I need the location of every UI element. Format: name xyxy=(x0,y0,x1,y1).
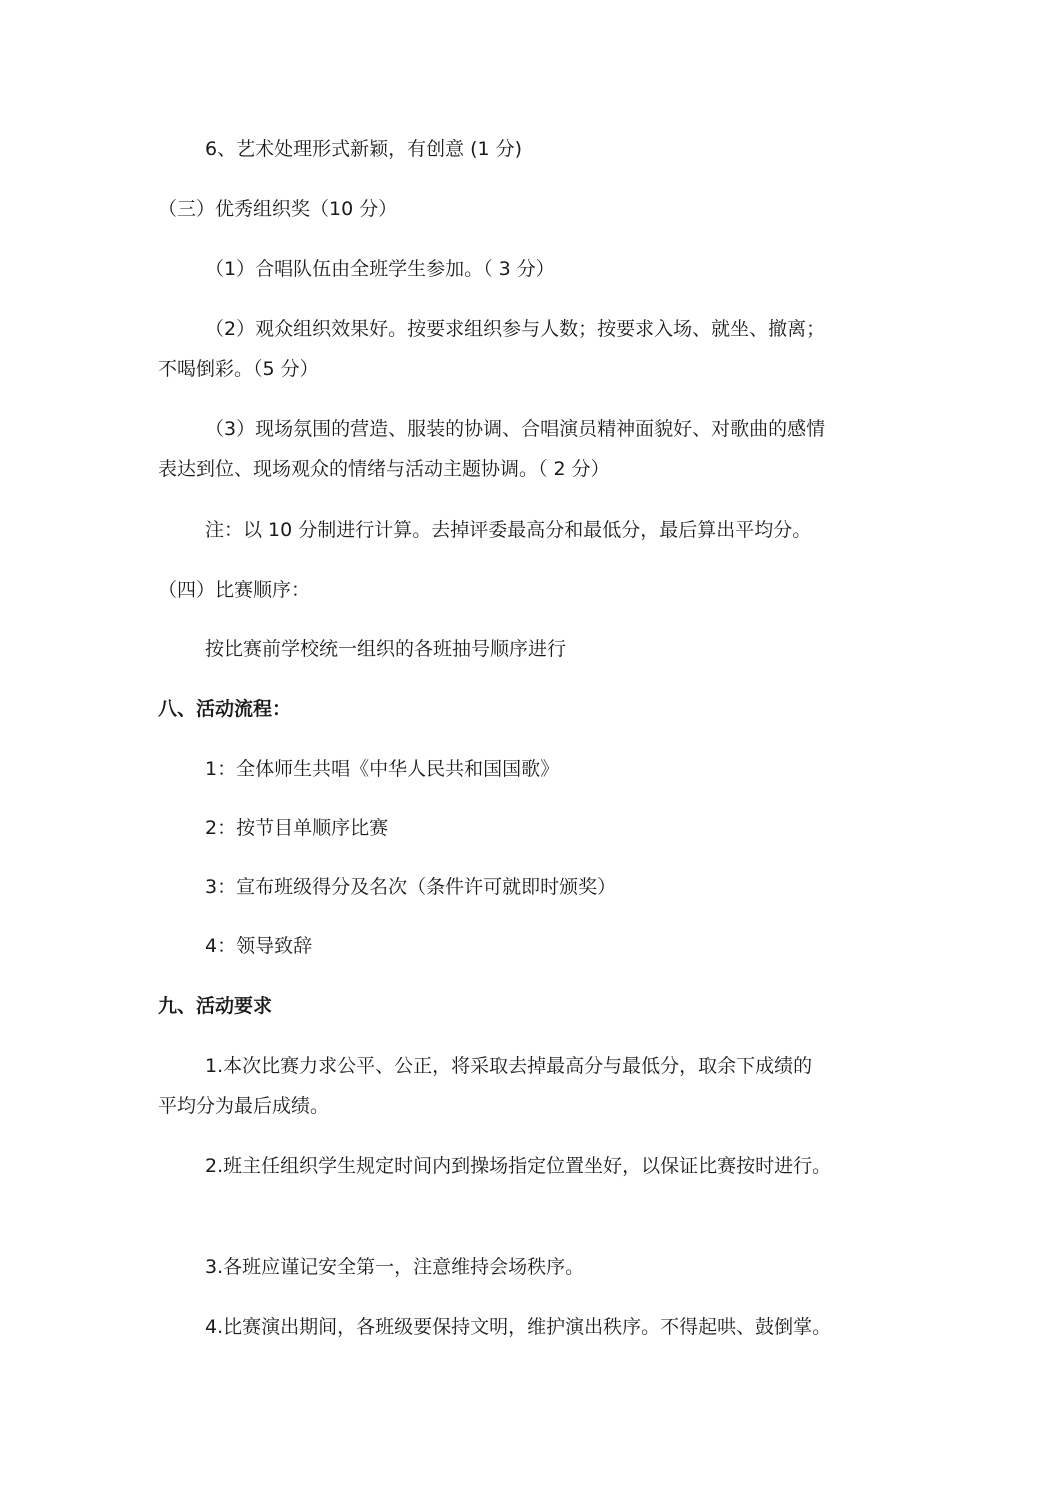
requirement-1: 1.本次比赛力求公平、公正，将采取去掉最高分与最低分，取余下成绩的 xyxy=(205,1055,813,1077)
requirement-3: 3.各班应谨记安全第一，注意维持会场秩序。 xyxy=(205,1256,585,1278)
organization-item-2: （2）观众组织效果好。按要求组织参与人数；按要求入场、就坐、撤离； xyxy=(205,318,826,340)
section-heading-requirements: 九、活动要求 xyxy=(158,995,273,1017)
scoring-note: 注：以 10 分制进行计算。去掉评委最高分和最低分，最后算出平均分。 xyxy=(205,519,812,541)
process-step-2: 2：按节目单顺序比赛 xyxy=(205,817,389,839)
organization-item-3: （3）现场氛围的营造、服装的协调、合唱演员精神面貌好、对歌曲的感情 xyxy=(205,418,826,440)
section-heading-organization-award: （三）优秀组织奖（10 分） xyxy=(158,198,398,220)
process-step-3: 3：宣布班级得分及名次（条件许可就即时颁奖） xyxy=(205,876,617,898)
criterion-6: 6、艺术处理形式新颖，有创意 (1 分) xyxy=(205,138,523,160)
organization-item-1: （1）合唱队伍由全班学生参加。（ 3 分） xyxy=(205,258,555,280)
organization-item-3-cont: 表达到位、现场观众的情绪与活动主题协调。（ 2 分） xyxy=(158,458,610,480)
order-description: 按比赛前学校统一组织的各班抽号顺序进行 xyxy=(205,638,567,660)
section-heading-order: （四）比赛顺序： xyxy=(158,579,311,601)
requirement-4: 4.比赛演出期间，各班级要保持文明，维护演出秩序。不得起哄、鼓倒掌。 xyxy=(205,1316,832,1338)
organization-item-2-cont: 不喝倒彩。（5 分） xyxy=(158,358,319,380)
requirement-2: 2.班主任组织学生规定时间内到操场指定位置坐好，以保证比赛按时进行。 xyxy=(205,1155,832,1177)
process-step-1: 1：全体师生共唱《中华人民共和国国歌》 xyxy=(205,758,560,780)
process-step-4: 4：领导致辞 xyxy=(205,935,313,957)
section-heading-process: 八、活动流程： xyxy=(158,698,292,720)
requirement-1-cont: 平均分为最后成绩。 xyxy=(158,1095,330,1117)
